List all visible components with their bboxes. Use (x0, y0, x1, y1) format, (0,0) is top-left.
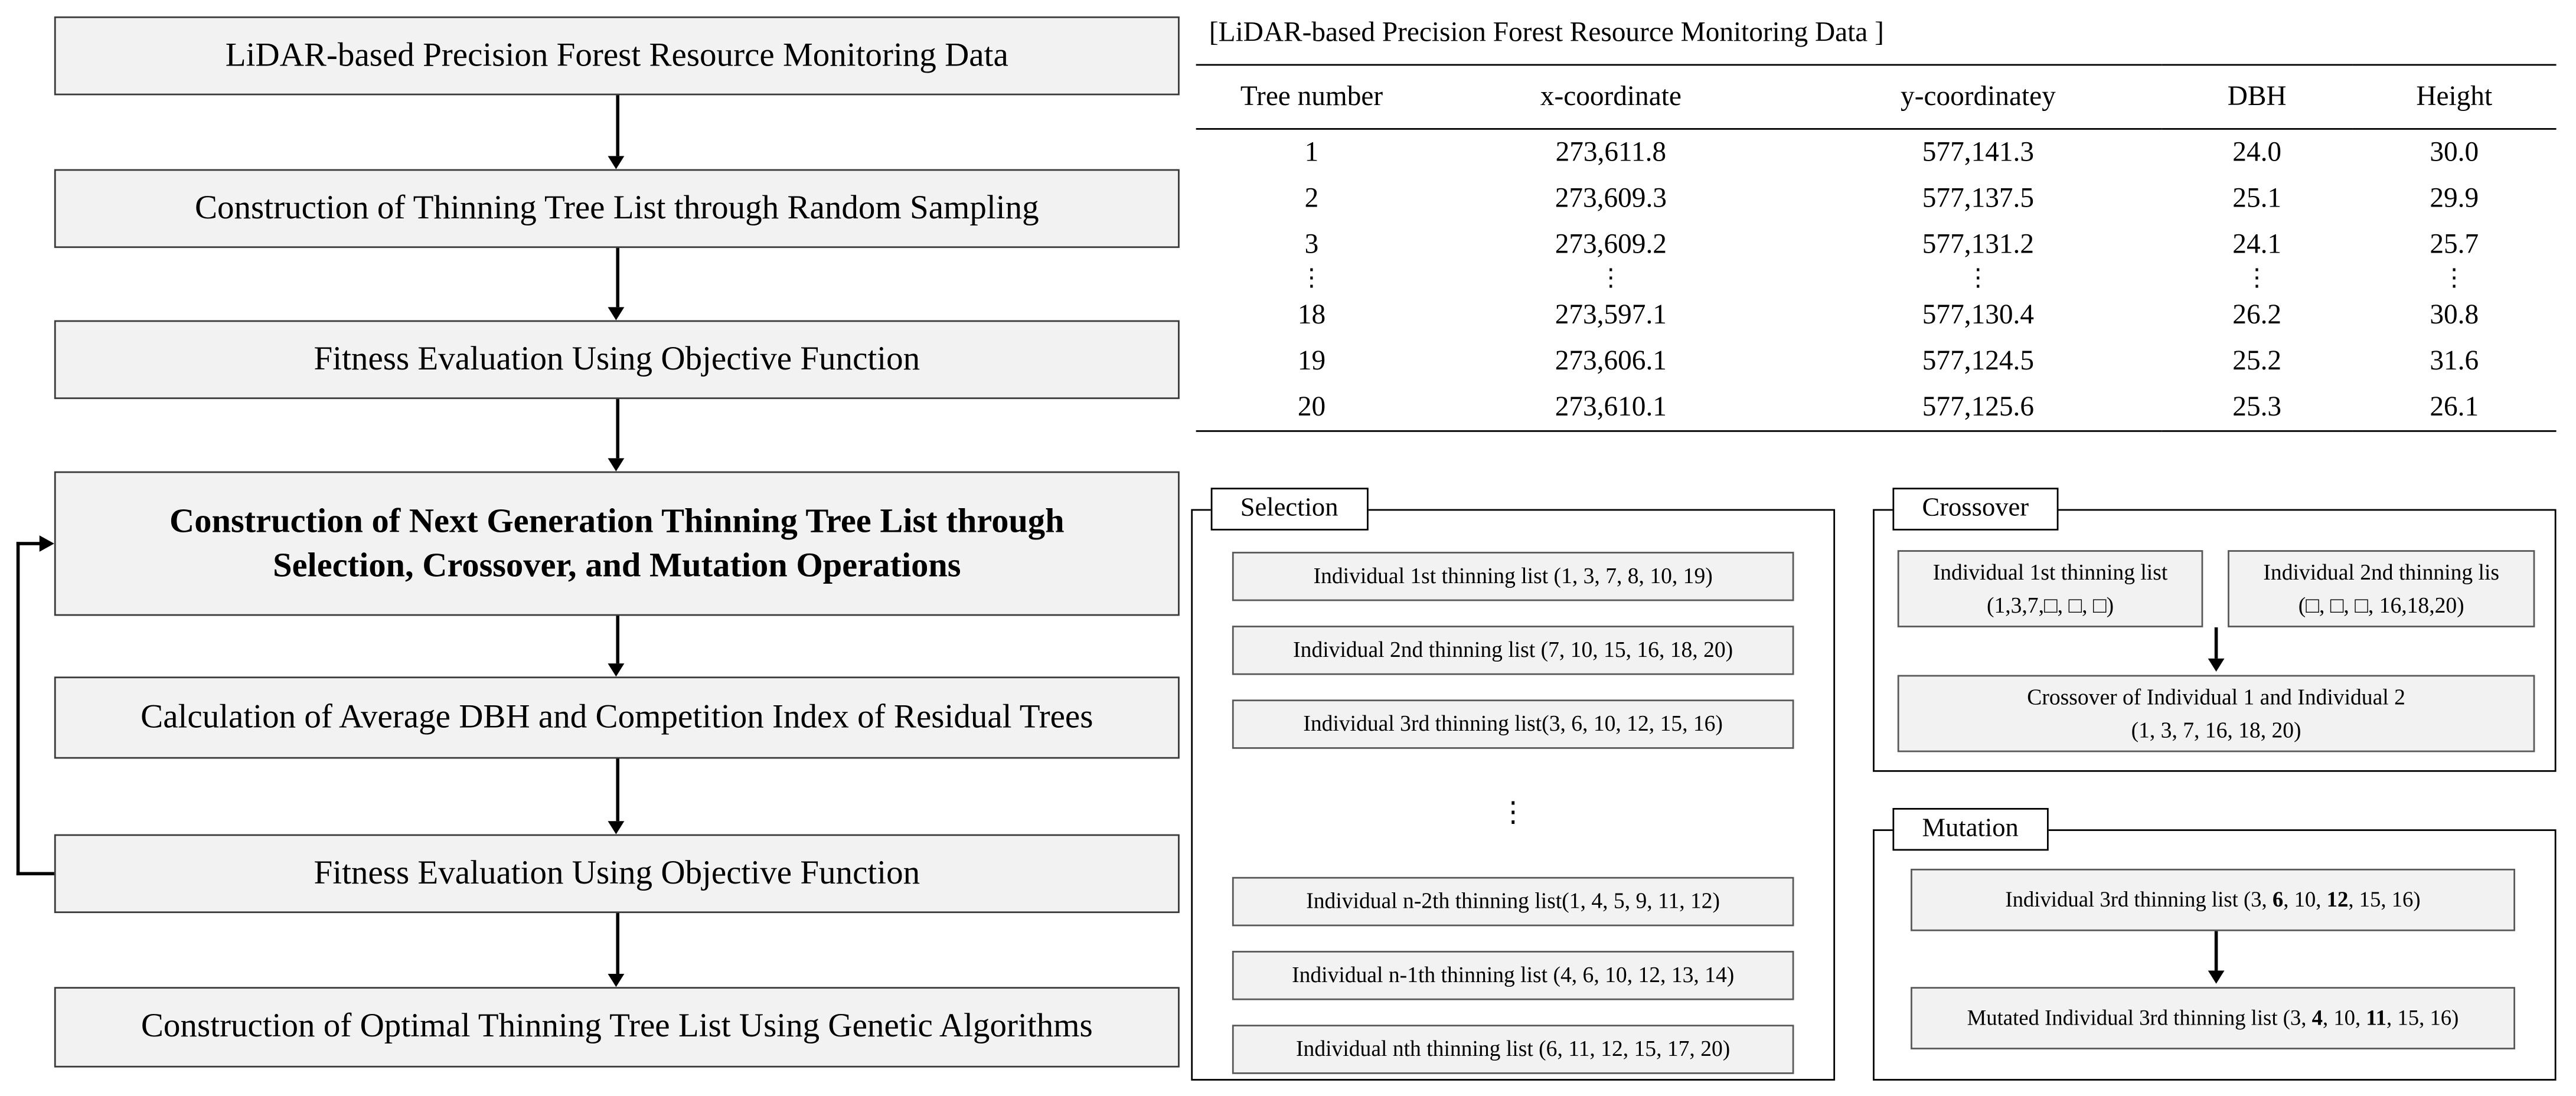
table-cell: 577,141.3 (1922, 136, 2034, 168)
mutation-panel (1873, 814, 2557, 1081)
flow-arrow-down-1 (615, 95, 619, 156)
crossover-parent2-box (2228, 550, 2535, 627)
flow-arrow-down-6 (615, 913, 619, 974)
feedback-loop-vertical-segment (17, 542, 20, 875)
table-cell: 30.8 (2430, 299, 2479, 331)
table-cell: 273,609.3 (1555, 182, 1667, 214)
table-cell: 577,131.2 (1922, 228, 2034, 260)
flow-arrow-down-4 (615, 616, 619, 663)
table-cell: 3 (1304, 228, 1319, 260)
table-row (1196, 222, 2557, 268)
feedback-loop-bottom-segment (17, 872, 54, 876)
table-row (1196, 292, 2557, 338)
tree-data-table-section (1196, 13, 2557, 432)
crossover-arrow-down (2215, 627, 2218, 659)
table-cell: 29.9 (2430, 182, 2479, 214)
table-header-cell: x-coordinate (1427, 65, 1794, 129)
flow-step-label: Construction of Optimal Thinning Tree List Using Genetic Algorithms (141, 1008, 1093, 1045)
mutation-panel-title: Mutation (1892, 808, 2048, 850)
table-cell: ⋮ (1966, 266, 1991, 293)
flow-step-label-line2: Selection, Crossover, and Mutation Operations (273, 545, 961, 585)
table-cell: 24.1 (2232, 228, 2282, 260)
crossover-panel (1873, 494, 2557, 772)
table-cell: 25.3 (2232, 391, 2282, 423)
table-title: [LiDAR-based Precision Forest Resource Monitoring Data ] (1209, 16, 1884, 48)
selection-individual-n: Individual nth thinning list (6, 11, 12, 15, 17, 20) (1232, 1025, 1794, 1074)
flow-arrow-down-3 (615, 399, 619, 458)
table-cell: 20 (1297, 391, 1326, 423)
selection-individual-n-1: Individual n-1th thinning list (4, 6, 10, 12, 13, 14) (1232, 951, 1794, 1000)
selection-panel-title: Selection (1211, 488, 1368, 530)
flow-step-label: Fitness Evaluation Using Objective Function (314, 341, 920, 378)
feedback-loop-arrowhead (40, 535, 54, 551)
table-cell: 577,130.4 (1922, 299, 2034, 331)
table-cell: 26.2 (2232, 299, 2282, 331)
flow-step-label: LiDAR-based Precision Forest Resource Monitoring Data (225, 37, 1008, 74)
flow-step-label: Calculation of Average DBH and Competition Index of Residual Trees (141, 699, 1093, 735)
table-cell: ⋮ (1299, 266, 1324, 293)
flow-step-random-sampling (54, 169, 1180, 248)
table-cell: 273,597.1 (1555, 299, 1667, 331)
flow-arrow-down-2 (615, 248, 619, 307)
table-cell: 273,610.1 (1555, 391, 1667, 423)
flow-step-optimal-thinning-list (54, 987, 1180, 1067)
mutation-original-box (1911, 869, 2515, 931)
mutation-result-box (1911, 987, 2515, 1049)
flow-step-label: Construction of Thinning Tree List through Random Sampling (194, 189, 1039, 227)
table-cell: 31.6 (2430, 345, 2479, 377)
tree-data-table (1196, 64, 2557, 432)
table-cell: 273,611.8 (1555, 136, 1667, 168)
selection-individual-2: Individual 2nd thinning list (7, 10, 15, 16, 18, 20) (1232, 626, 1794, 675)
crossover-parent2-line1: Individual 2nd thinning lis (2263, 560, 2500, 585)
flow-step-label (169, 499, 1065, 588)
table-row (1196, 384, 2557, 431)
table-cell: 25.7 (2430, 228, 2479, 260)
crossover-parent1-line1: Individual 1st thinning list (1932, 560, 2168, 585)
crossover-result-line1: Crossover of Individual 1 and Individual 2 (2027, 685, 2405, 709)
table-cell: 30.0 (2430, 136, 2479, 168)
mutation-original-text: Individual 3rd thinning list (3, 6, 10, 12, 15, 16) (2005, 886, 2421, 912)
table-row (1196, 338, 2557, 384)
mutation-arrow-down (2215, 931, 2218, 971)
table-ellipsis-row (1196, 268, 2557, 293)
selection-ellipsis: ⋮ (1499, 796, 1527, 828)
table-cell: 273,609.2 (1555, 228, 1667, 260)
table-row (1196, 176, 2557, 222)
crossover-parent2-line2: (□, □, □, 16,18,20) (2298, 592, 2464, 617)
selection-individual-n-2: Individual n-2th thinning list(1, 4, 5, 9, 11, 12) (1232, 877, 1794, 926)
flow-step-label-line1: Construction of Next Generation Thinning Tree List through (169, 500, 1065, 540)
table-cell: ⋮ (2244, 266, 2270, 293)
flow-step-label: Fitness Evaluation Using Objective Function (314, 855, 920, 891)
table-cell: 273,606.1 (1555, 345, 1667, 377)
table-header-row (1196, 65, 2557, 129)
table-header-cell: y-coordinatey (1794, 65, 2162, 129)
table-cell: 2 (1304, 182, 1319, 214)
table-cell: 577,124.5 (1922, 345, 2034, 377)
flow-step-fitness-evaluation-1 (54, 320, 1180, 400)
table-cell: ⋮ (2441, 266, 2467, 293)
table-row (1196, 129, 2557, 175)
table-cell: 577,137.5 (1922, 182, 2034, 214)
flow-arrow-down-5 (615, 759, 619, 822)
crossover-parent1-box (1898, 550, 2203, 627)
table-cell: 18 (1297, 299, 1326, 331)
flow-step-next-generation (54, 472, 1180, 616)
feedback-loop-top-segment (17, 542, 41, 545)
table-header-cell: Tree number (1196, 65, 1428, 129)
table-header-cell: Height (2352, 65, 2557, 129)
table-cell: 19 (1297, 345, 1326, 377)
flow-step-lidar-data (54, 17, 1180, 96)
crossover-result-box (1898, 675, 2535, 753)
mutation-result-text: Mutated Individual 3rd thinning list (3, 4, 10, 11, 15, 16) (1967, 1005, 2459, 1030)
table-cell: 24.0 (2232, 136, 2282, 168)
table-cell: 25.1 (2232, 182, 2282, 214)
table-header-cell: DBH (2162, 65, 2352, 129)
table-cell: 1 (1304, 136, 1319, 168)
selection-individual-3: Individual 3rd thinning list(3, 6, 10, 12, 15, 16) (1232, 699, 1794, 748)
selection-panel-body (1193, 511, 1833, 1074)
crossover-parent1-line2: (1,3,7,□, □, □) (1986, 592, 2114, 617)
crossover-result-line2: (1, 3, 7, 16, 18, 20) (2131, 717, 2301, 742)
table-cell: 25.2 (2232, 345, 2282, 377)
flow-step-fitness-evaluation-2 (54, 835, 1180, 914)
table-cell: 577,125.6 (1922, 391, 2034, 423)
flow-step-dbh-competition-index (54, 676, 1180, 758)
crossover-panel-title: Crossover (1892, 488, 2058, 530)
selection-panel (1191, 494, 1835, 1081)
selection-individual-1: Individual 1st thinning list (1, 3, 7, 8, 10, 19) (1232, 552, 1794, 601)
table-cell: 26.1 (2430, 391, 2479, 423)
table-cell: ⋮ (1598, 266, 1624, 293)
